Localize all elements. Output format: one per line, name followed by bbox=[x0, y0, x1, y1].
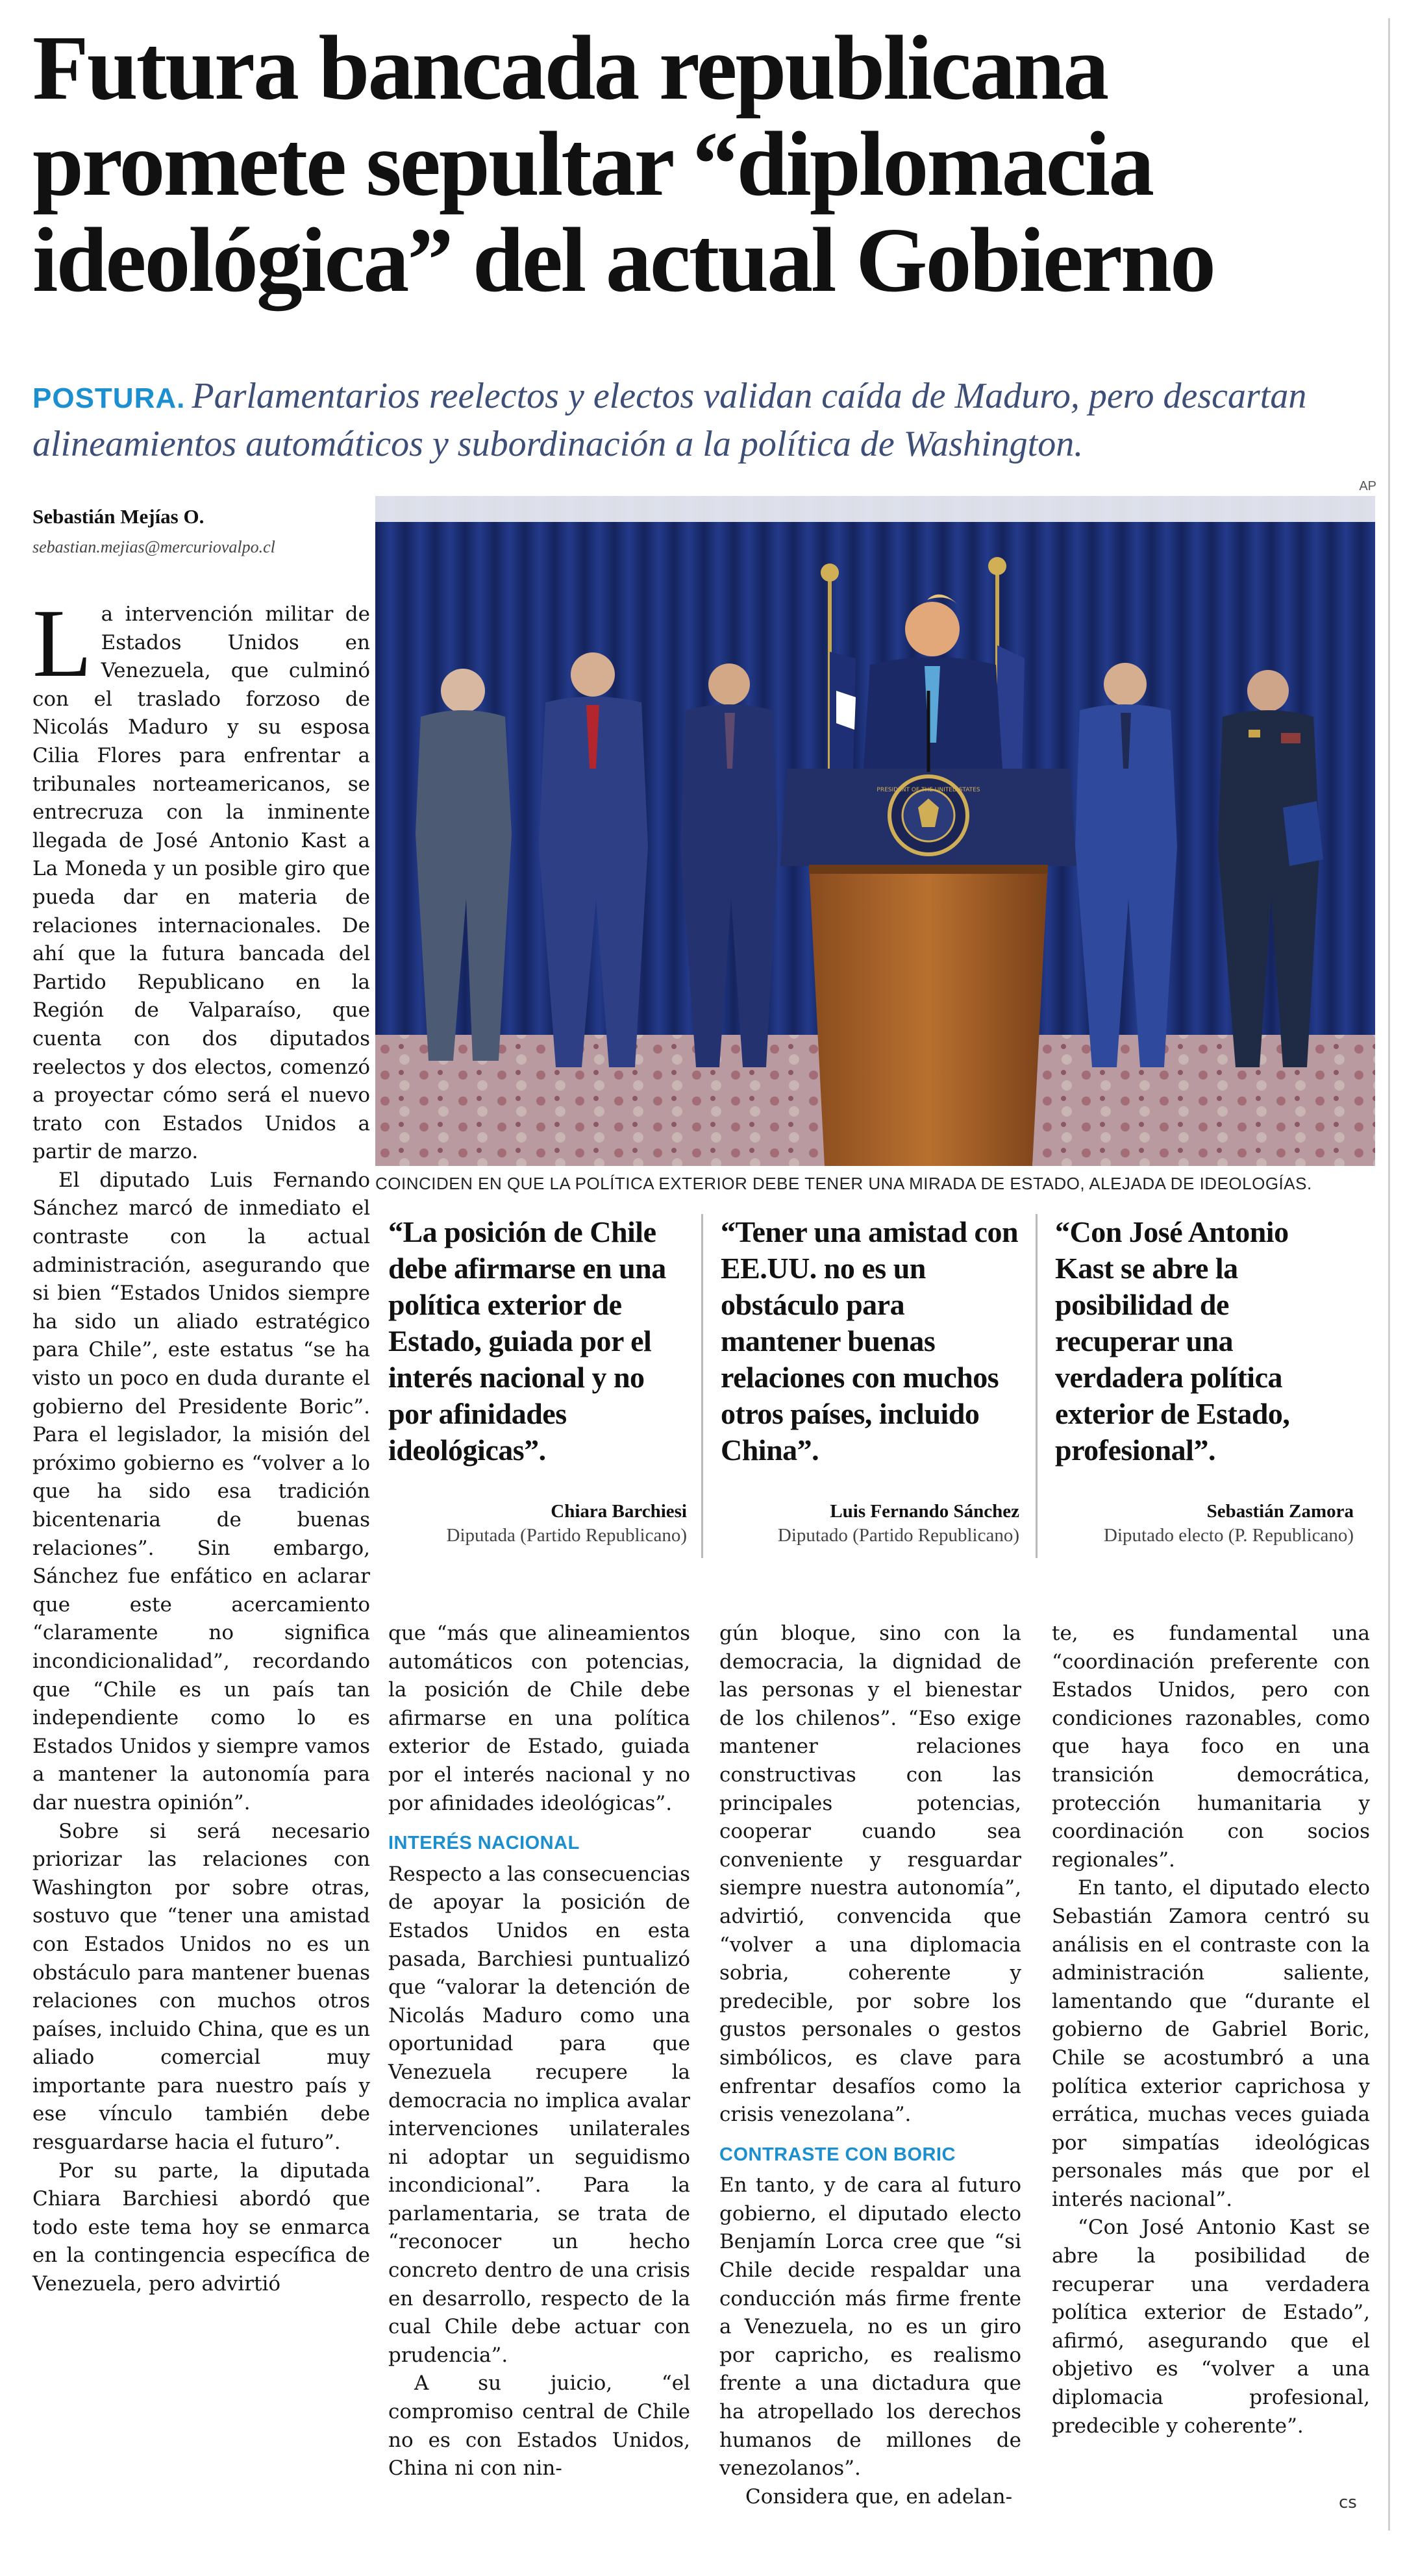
pull-quote-text: “Con José Antonio Kast se abre la posibilidad de recuperar una verdadera política exterior de Estado, profesional”. bbox=[1055, 1215, 1290, 1467]
paragraph-9: En tanto, y de cara al futuro gobierno, el diputado electo Benjamín Lorca cree que “si Chile decide respaldar una conducción más firme frente a Venezuela, no es un giro por capricho, es realismo frente a una dictadura que ha atropellado los derechos humanos de millones de venezolanos”. bbox=[719, 2174, 1021, 2481]
subhead-contraste-con-boric: CONTRASTE CON BORIC bbox=[719, 2144, 956, 2165]
photo-credit: AP bbox=[1359, 479, 1376, 493]
pull-quote-3 bbox=[1055, 1214, 1354, 1468]
pull-quote-2 bbox=[721, 1214, 1019, 1468]
article-column-4 bbox=[1052, 1620, 1370, 2440]
paragraph-11: te, es fundamental una “coordinación preferente con Estados Unidos, pero con condiciones razonables, como que haya foco en una transición democrática, protección humanitaria y coordinación con socios regionales”. bbox=[1052, 1622, 1370, 1872]
paragraph-1-text: a intervención militar de Estados Unidos en Venezuela, que culminó con el traslado forzoso de Nicolás Maduro y su esposa Cilia Flores para enfrentar a tribunales norteamericanos, se entrecruza con la inminente llegada de José Antonio Kast a La Moneda y un posible giro que pueda dar en materia de relaciones internacionales. De ahí que la futura bancada del Partido Republicano en la Región de Valparaíso, que cuenta con dos diputados reelectos y dos electos, comenzó a proyectar cómo será el nuevo trato con Estados Unidos a partir de marzo. bbox=[32, 602, 370, 1164]
quote-author-name: Chiara Barchiesi bbox=[551, 1501, 687, 1522]
quote-author-role: Diputado electo (P. Republicano) bbox=[1104, 1525, 1354, 1546]
deck-kicker: POSTURA. bbox=[32, 382, 186, 414]
pull-quote-text: “La posición de Chile debe afirmarse en una política exterior de Estado, guiada por el interés nacional y no por afinidades ideológicas”. bbox=[388, 1215, 666, 1467]
quote-author-role: Diputado (Partido Republicano) bbox=[777, 1525, 1019, 1546]
quote-divider bbox=[701, 1214, 703, 1558]
pull-quote-text: “Tener una amistad con EE.UU. no es un obstáculo para mantener buenas relaciones con muchos otros países, incluido China”. bbox=[721, 1215, 1019, 1467]
byline: Sebastián Mejías O. bbox=[32, 505, 205, 528]
paragraph-4: Por su parte, la diputada Chiara Barchiesi abordó que todo este tema hoy se enmarca en la contingencia específica de Venezuela, pero advirtió bbox=[32, 2159, 370, 2296]
right-margin-rule bbox=[1388, 18, 1390, 2531]
paragraph-7: A su juicio, “el compromiso central de Chile no es con Estados Unidos, China ni con nin- bbox=[388, 2372, 690, 2481]
article-column-3 bbox=[719, 1620, 1021, 2511]
paragraph-1 bbox=[32, 589, 370, 1167]
drop-cap: L bbox=[32, 589, 92, 697]
author-email[interactable]: sebastian.mejias@mercuriovalpo.cl bbox=[32, 538, 275, 556]
headline: Futura bancada republicana promete sepultar “diplomacia ideológica” del actual Gobierno bbox=[32, 16, 1214, 311]
paragraph-10: Considera que, en adelan- bbox=[745, 2484, 1013, 2508]
press-conference-photo bbox=[375, 496, 1375, 1166]
paragraph-13: “Con José Antonio Kast se abre la posibilidad de recuperar una verdadera política exterior de Estado”, afirmó, asegurando que el objetivo es “volver a una diplomacia profesional, predecible y coherente”. bbox=[1052, 2216, 1370, 2438]
quote-author-name: Luis Fernando Sánchez bbox=[830, 1501, 1019, 1522]
pull-quote-3-attribution bbox=[1055, 1501, 1354, 1546]
subhead-interes-nacional: INTERÉS NACIONAL bbox=[388, 1833, 580, 1854]
article-column-2 bbox=[388, 1620, 690, 2483]
quote-author-role: Diputada (Partido Republicano) bbox=[446, 1525, 687, 1546]
paragraph-5: que “más que alineamientos automáticos con potencias, la posición de Chile debe afirmarse en una política exterior de Estado, guiada por el interés nacional y no por afinidades ideológicas”. bbox=[388, 1622, 690, 1815]
pull-quote-2-attribution bbox=[721, 1501, 1019, 1546]
end-mark: cs bbox=[1339, 2493, 1357, 2512]
pull-quote-1-attribution bbox=[388, 1501, 687, 1546]
paragraph-2: El diputado Luis Fernando Sánchez marcó de inmediato el contraste con la actual administración, asegurando que si bien “Estados Unidos siempre ha sido un aliado estratégico para Chile”, este estatus “se ha visto un poco en duda durante el gobierno del Presidente Boric”. Para el legislador, la misión del próximo gobierno es “volver a lo que ha sido esa tradición bicentenaria de buenas relaciones”. Sin embargo, Sánchez fue enfático en aclarar que este acercamiento “claramente no significa incondicionalidad”, recordando que “Chile es un país tan independiente como lo es Estados Unidos y siempre vamos a mantener la autonomía para dar nuestra opinión”. bbox=[32, 1168, 370, 1814]
quote-author-name: Sebastián Zamora bbox=[1206, 1501, 1354, 1522]
article-column-1 bbox=[32, 589, 370, 2299]
paragraph-12: En tanto, el diputado electo Sebastián Zamora centró su análisis en el contraste con la administración saliente, lamentando que “durante el gobierno de Gabriel Boric, Chile se acostumbró a una política exterior caprichosa y errática, muchas veces guiada por simpatías ideológicas personales más que por el interés nacional”. bbox=[1052, 1876, 1370, 2211]
podium-seal-text: PRESIDENT OF THE UNITED STATES bbox=[877, 787, 980, 793]
deck bbox=[32, 373, 1383, 467]
photo-caption: COINCIDEN EN QUE LA POLÍTICA EXTERIOR DEBE TENER UNA MIRADA DE ESTADO, ALEJADA DE IDEOLOGÍAS. bbox=[375, 1174, 1312, 1193]
deck-text: Parlamentarios reelectos y electos validan caída de Maduro, pero descartan alineamientos automáticos y subordinación a la política de Washington. bbox=[32, 376, 1307, 464]
pull-quote-1 bbox=[388, 1214, 687, 1468]
paragraph-8: gún bloque, sino con la democracia, la dignidad de las personas y el bienestar de los chilenos”. “Eso exige mantener relaciones constructivas con las principales potencias, cooperar cuando sea conveniente y resguardar siempre nuestra autonomía”, advirtió, convencida que “volver a una diplomacia sobria, coherente y predecible, por sobre los gustos personales o gestos simbólicos, es clave para enfrentar desafíos como la crisis venezolana”. bbox=[719, 1622, 1021, 2127]
quote-divider bbox=[1036, 1214, 1038, 1558]
paragraph-6: Respecto a las consecuencias de apoyar la posición de Estados Unidos en esta pasada, Barchiesi puntualizó que “valorar la detención de Nicolás Maduro como una oportunidad para que Venezuela recupere la democracia no implica avalar intervenciones unilaterales ni adoptar un seguidismo incondicional”. Para la parlamentaria, se trata de “reconocer un hecho concreto dentro de una crisis en desarrollo, respecto de la cual Chile debe actuar con prudencia”. bbox=[388, 1862, 690, 2367]
paragraph-3: Sobre si será necesario priorizar las relaciones con Washington por sobre otras, sostuvo que “tener una amistad con Estados Unidos no es un obstáculo para mantener buenas relaciones con muchos otros países, incluido China, que es un aliado comercial muy importante para nuestro país y ese vínculo también debe resguardarse hacia el futuro”. bbox=[32, 1819, 370, 2155]
